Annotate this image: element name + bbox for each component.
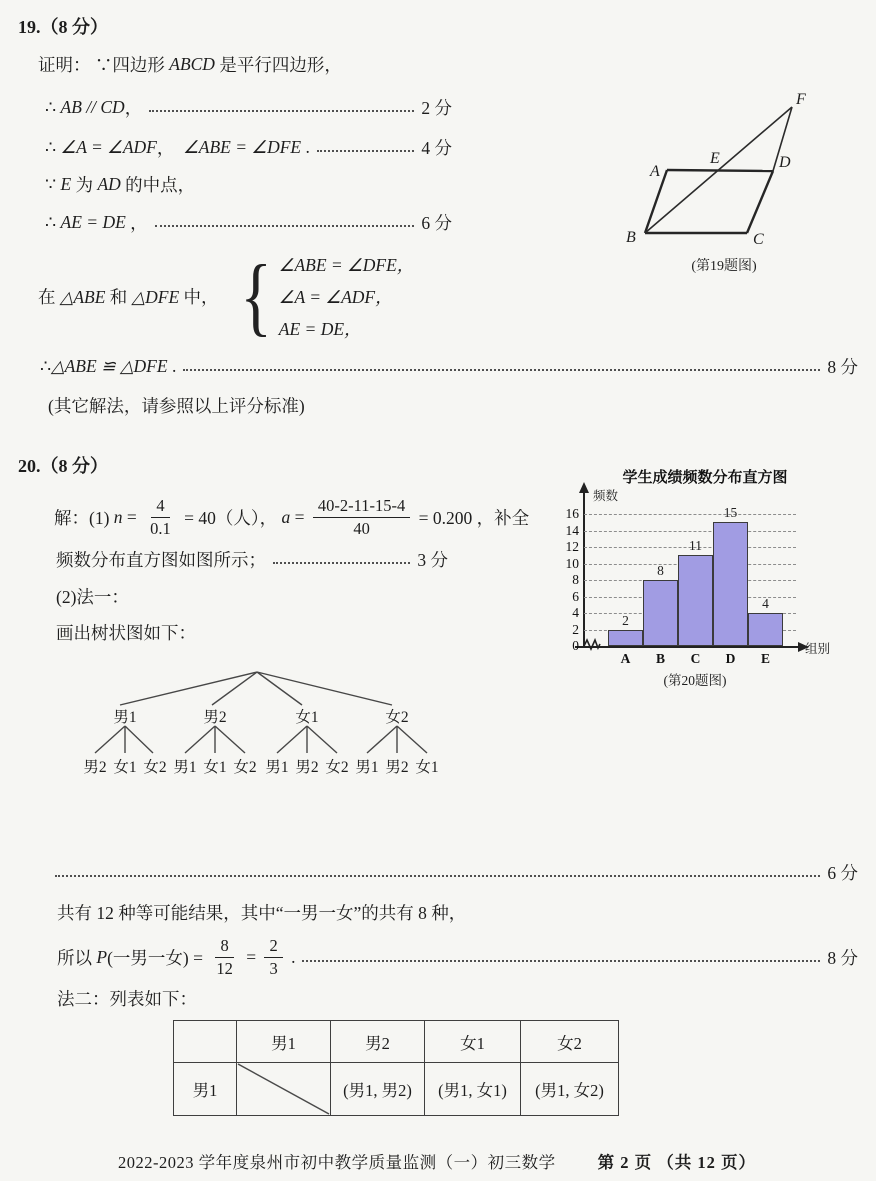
denominator: 40 [353,518,370,538]
y-tick-label: 0 [572,638,579,653]
system-eq-2: ∠A = ∠ADF， [278,287,393,307]
label-C: C [753,231,764,248]
period: . [286,946,296,967]
diagonal-cell [237,1063,331,1116]
triangle-ABE: △ABE [59,287,106,307]
score-6: 6 分 [421,212,452,233]
row-label: 男1 [174,1063,237,1116]
label-B: B [626,229,636,246]
q20-score6-line [55,857,858,887]
score-3: 3 分 [417,549,448,570]
tree-node: 女2 [385,709,409,726]
tree-leaf: 男1 [173,759,197,776]
cell-boy1-girl1: (男1, 女1) [425,1063,521,1116]
angle-eq-2: ∠ABE = ∠DFE [183,136,302,157]
q19-header: 19.（8 分） [18,17,108,37]
numerator: 4 [151,496,169,518]
q19-ae-de-line [45,207,452,237]
table-header-row [174,1021,619,1063]
q19-midpoint-line [45,169,195,199]
parallelogram-edges [645,170,773,233]
page-footer [0,1148,876,1174]
bar-value-label: 15 [723,505,738,521]
gridline [584,531,796,532]
tree-leaf: 男1 [265,759,289,776]
y-tick-label: 4 [572,605,579,620]
diagonal-line [237,1063,330,1115]
fraction-2-3 [264,936,282,979]
y-axis-label: 频数 [593,489,619,503]
score-6: 6 分 [827,862,858,883]
label-E: E [710,150,720,167]
tree-node: 男1 [113,709,137,726]
tree-leaf: 女2 [325,759,349,776]
category-label: D [725,651,736,666]
system-eq-1: ∠ABE = ∠DFE， [278,255,415,275]
tree-leaf: 女1 [415,759,439,776]
method2-text: 法二：列表如下： [57,988,197,1009]
header-girl1: 女1 [425,1021,521,1063]
y-tick-label: 6 [572,588,579,604]
parallel-math: AB // CD [60,96,125,117]
bar-A [608,630,643,647]
therefore-sign: ∴ [40,355,52,376]
score-8: 8 分 [827,947,858,968]
period: . [301,136,310,157]
denominator: 0.1 [150,518,171,538]
bar-value-label: 11 [689,538,702,554]
bar-value-label: 2 [622,612,629,628]
header-boy2: 男2 [331,1021,425,1063]
q20-header: 20.（8 分） [18,456,108,476]
tree-intro-text: 画出树状图如下： [56,622,196,643]
dotted-leader [317,150,415,152]
dotted-leader [183,369,820,371]
dotted-leader [273,562,410,564]
comma: ， [125,212,148,233]
bar-E [748,613,783,646]
denominator: 3 [269,958,278,978]
tree-leaf: 男2 [83,759,107,776]
prob-argument: (一男一女) = [107,947,208,968]
segment-AD: AD [97,173,121,194]
footer-page-number: 第 2 页 （共 12 页） [597,1153,756,1172]
y-axis [583,492,585,647]
text: 在 [38,287,60,307]
header-empty [174,1021,237,1063]
figure-caption: (第19题图) [691,259,757,274]
hist-text: 频数分布直方图如图所示； [56,549,266,570]
score-2: 2 分 [421,97,452,118]
tree-leaf: 女1 [203,759,227,776]
tree-node: 女1 [295,709,319,726]
point-E: E [60,173,72,194]
q19-proof-line [38,49,342,79]
x-axis [575,646,799,648]
therefore-sign: ∴ [45,136,61,157]
because-sign: ∵ [45,173,61,194]
bar-D [713,522,748,646]
therefore-sign: ∴ [45,211,61,232]
dotted-leader [302,960,820,962]
header-girl2: 女2 [521,1021,619,1063]
y-tick-label: 2 [572,621,579,637]
fraction-n [145,496,176,539]
solution-prefix: 解：(1) [54,507,114,528]
tree-leaf: 男2 [295,759,319,776]
tree-leaf: 男1 [355,759,379,776]
system-label [38,284,219,309]
var-P: P [96,946,108,967]
numerator: 8 [215,936,233,958]
equation-stack [279,252,415,341]
fraction-8-12 [211,936,238,979]
tree-leaf: 男2 [385,759,409,776]
equals: = [290,506,309,527]
parallelogram-figure [612,72,874,278]
q19-note-line [48,390,305,420]
y-tick-label: 14 [565,522,579,538]
q20-probability-line [57,933,858,981]
bar-value-label: 8 [657,563,664,578]
axis-break-icon [584,638,601,651]
q20-hist-line [56,544,448,574]
tree-level1-labels [113,708,408,726]
y-axis-arrow-icon [579,482,589,493]
cell-boy1-boy2: (男1, 男2) [331,1063,425,1116]
note-text: (其它解法，请参照以上评分标准) [48,395,305,416]
outcome-table [173,1020,619,1116]
denominator: 12 [216,958,233,978]
x-axis-label: 组别 [805,642,831,656]
tree-leaf: 女2 [233,759,257,776]
tree-leaf-labels [83,758,438,776]
cell-boy1-girl2: (男1, 女2) [521,1063,619,1116]
label-F: F [796,91,806,108]
triangle-DFE: △DFE [131,287,180,307]
system-eq-3: AE = DE， [278,319,362,339]
result-a: = 0.200 ，补全 [414,507,530,528]
equals: = [122,506,142,527]
proof-math: ABCD [169,53,215,74]
y-tick-label: 16 [565,506,579,521]
congruent-math: △ABE ≌ △DFE [51,355,168,376]
text: 所以 [57,947,97,968]
bar-value-label: 4 [762,596,769,611]
tree-node: 男2 [203,709,227,726]
q19-angles-line [45,132,452,162]
tree-leaf: 女1 [113,759,137,776]
tree-leaf: 女2 [143,759,167,776]
gridline [584,514,796,515]
chart-caption: (第20题图) [663,673,727,688]
var-a: a [281,506,291,527]
comma: ， [124,97,143,118]
period: . [167,355,177,376]
q19-parallel-line [45,92,452,122]
bar-C [678,555,713,646]
y-tick-label: 8 [572,572,579,587]
q19-congruent-line [40,351,858,381]
result-n: = 40（人）， [179,507,282,528]
fraction-a [313,496,410,539]
q19-triangle-system [38,252,414,341]
category-label: A [620,651,631,666]
proof-text: 证明： ∵四边形 [38,54,170,75]
dotted-leader [55,875,820,877]
separator: ， [156,137,184,158]
var-n: n [113,506,123,527]
numerator: 2 [264,936,282,958]
numerator: 40-2-11-15-4 [313,496,410,518]
dotted-leader [149,110,414,112]
text: 的中点， [120,174,196,195]
q20-method1-line [56,581,129,611]
category-label: E [760,651,770,666]
label-D: D [779,154,791,171]
ae-de-math: AE = DE [60,211,126,232]
y-tick-label: 12 [565,539,579,554]
footer-exam-title: 2022-2023 学年度泉州市初中教学质量监测（一）初三数学 [118,1153,556,1172]
left-brace [240,258,272,335]
chart-title: 学生成绩频数分布直方图 [622,469,788,486]
bar-B [643,580,678,646]
label-A: A [650,163,660,180]
equals: = [241,946,261,967]
y-tick-label: 10 [565,555,579,571]
method1-text: (2)法一： [56,586,129,607]
text: 中， [179,287,219,307]
q20-outcomes-line [57,897,466,927]
therefore-sign: ∴ [45,96,61,117]
q20-method2-line [57,983,197,1013]
score-4: 4 分 [421,137,452,158]
score-8: 8 分 [827,356,858,377]
text: 和 [105,287,132,307]
dotted-leader [155,225,415,227]
q20-solution-line [54,493,529,541]
proof-text2: 是平行四边形， [214,54,342,75]
table-row [174,1063,619,1116]
histogram-chart [545,462,876,694]
category-label: C [690,651,701,666]
text: 为 [71,174,98,195]
q20-tree-intro-line [56,617,196,647]
tree-diagram [55,658,455,780]
q19-figure [612,72,874,278]
header-boy1: 男1 [237,1021,331,1063]
tree-lines [95,672,427,753]
category-label: B [655,651,665,666]
angle-eq-1: ∠A = ∠ADF [60,136,157,157]
outcomes-text: 共有 12 种等可能结果，其中“一男一女”的共有 8 种， [57,902,467,923]
